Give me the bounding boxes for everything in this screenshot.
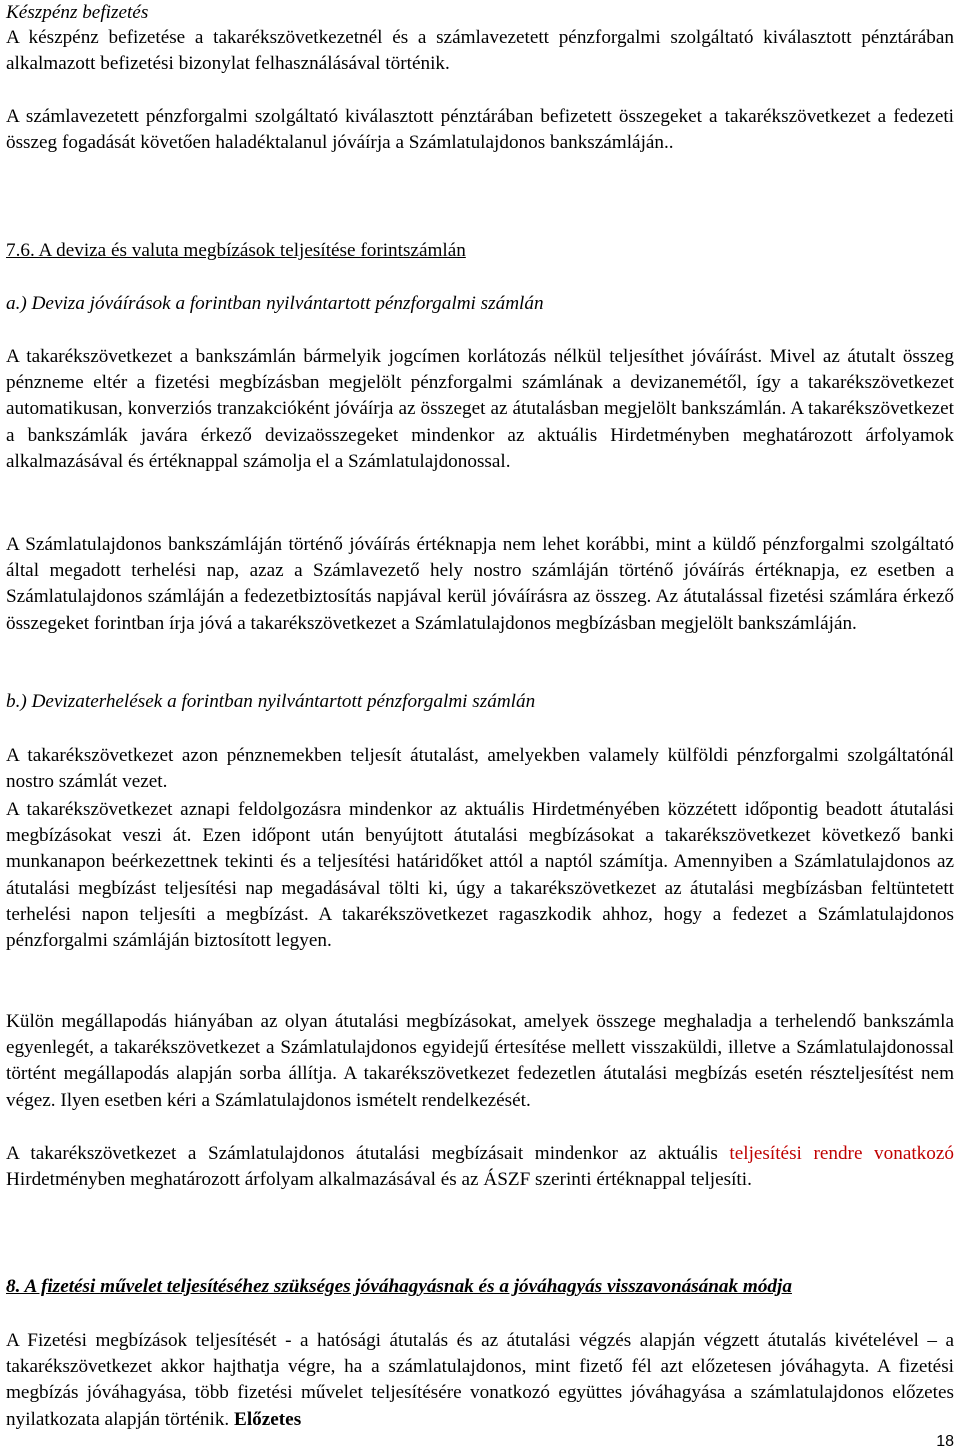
cash-deposit-heading: Készpénz befizetés	[6, 2, 149, 23]
page-number: 18	[936, 1433, 954, 1450]
subsection-a-paragraph-2: A Számlatulajdonos bankszámláján történő jóváírás értéknapja nem lehet korábbi, mint a küldő pénzforgalmi szolgáltató által megadott terhelési nap, azaz a Számlavezető hely nostro számláján történő jóváírás értéknapja, ez esetben a Számlatulajdonos számláján a fedezetbiztosítás napjával kerül jóváírásra az összeg. Az átutalással fizetési számlára érkező összegeket forintban írja jóvá a takarékszövetkezet a Számlatulajdonos megbízásban megjelölt bankszámláján.	[6, 534, 954, 634]
subsection-a-paragraph-1: A takarékszövetkezet a bankszámlán bármelyik jogcímen korlátozás nélkül teljesíthet jóváírást. Mivel az átutalt összeg pénzneme eltér a fizetési megbízásban megjelölt pénzforgalmi számlának a devizanemétől, így a takarékszövetkezet automatikusan, konverziós tranzakcióként jóváírja az összeget az átutalásban megjelölt bankszámlán. A takarékszövetkezet a bankszámlák javára érkező devizaösszegeket mindenkor az aktuális Hirdetményben meghatározott árfolyamok alkalmazásával és értéknappal számolja el a Számlatulajdonossal.	[6, 346, 954, 472]
paragraph-4-text-end: Hirdetményben meghatározott árfolyam alkalmazásával és az ÁSZF szerinti értéknappal teljesíti.	[6, 1169, 752, 1191]
subsection-b-heading: b.) Devizaterhelések a forintban nyilvántartott pénzforgalmi számlán	[6, 691, 536, 712]
subsection-b-paragraph-4	[6, 1141, 954, 1193]
subsection-b-paragraph-1: A takarékszövetkezet azon pénznemekben teljesít átutalást, amelyekben valamely külföldi pénzforgalmi szolgáltatónál nostro számlát vezet.	[6, 745, 954, 793]
section-8-paragraph-1	[6, 1328, 954, 1433]
subsection-a-heading: a.) Deviza jóváírások a forintban nyilvántartott pénzforgalmi számlán	[6, 293, 544, 314]
highlighted-reference-text: teljesítési rendre vonatkozó	[729, 1143, 954, 1164]
cash-deposit-paragraph-2: A számlavezetett pénzforgalmi szolgáltató kiválasztott pénztárában befizetett összegeket a takarékszövetkezet a fedezeti összeg fogadását követően haladéktalanul jóváírja a Számlatulajdonos bankszámláján..	[6, 106, 954, 154]
subsection-b-paragraph-3: Külön megállapodás hiányában az olyan átutalási megbízásokat, amelyek összege meghaladja a terhelendő bankszámla egyenlegét, a takarékszövetkezet a Számlatulajdonos egyidejű értesítése mellett visszaküldi, illetve a Számlatulajdonossal történt megállapodás alapján sorba állítja. A takarékszövetkezet fedezetlen átutalási megbízás esetén részteljesítést nem végez. Ilyen esetben kéri a Számlatulajdonos ismételt rendelkezését.	[6, 1011, 954, 1111]
section-7-6-heading: 7.6. A deviza és valuta megbízások teljesítése forintszámlán	[6, 240, 466, 261]
section-8-bold-word: Előzetes	[234, 1408, 302, 1430]
paragraph-4-text-start: A takarékszövetkezet a Számlatulajdonos átutalási megbízásait mindenkor az aktuális	[6, 1143, 730, 1164]
subsection-b-paragraph-2: A takarékszövetkezet aznapi feldolgozásra mindenkor az aktuális Hirdetményében közzétett időpontig beadott átutalási megbízásokat veszi át. Ezen időpont után benyújtott átutalási megbízásokat a takarékszövetkezet következő banki munkanapon beérkezettnek tekinti és a teljesítési határidőket attól a naptól számítja. Amennyiben a Számlatulajdonos az átutalási megbízást teljesítési nap megadásával tölti ki, úgy a takarékszövetkezet az átutalási megbízásban feltüntetett terhelési napon teljesíti a megbízást. A takarékszövetkezet ragaszkodik ahhoz, hogy a fedezet a Számlatulajdonos pénzforgalmi számláján biztosított legyen.	[6, 799, 954, 952]
section-8-paragraph-text: A Fizetési megbízások teljesítését - a hatósági átutalás és az átutalási végzés alapján végzett átutalás kivételével – a takarékszövetkezet akkor hajthatja végre, ha a számlatulajdonos, mint fizető fél azt előzetesen jóváhagyta. A fizetési megbízás jóváhagyása, több fizetési művelet teljesítésére vonatkozó együttes jóváhagyása a számlatulajdonos előzetes nyilatkozata alapján történik.	[6, 1330, 954, 1430]
cash-deposit-paragraph-1: A készpénz befizetése a takarékszövetkezetnél és a számlavezetett pénzforgalmi szolgáltató kiválasztott pénztárában alkalmazott befizetési bizonylat felhasználásával történik.	[6, 27, 954, 75]
section-8-heading: 8. A fizetési művelet teljesítéséhez szükséges jóváhagyásnak és a jóváhagyás visszavonásának módja	[6, 1276, 792, 1297]
